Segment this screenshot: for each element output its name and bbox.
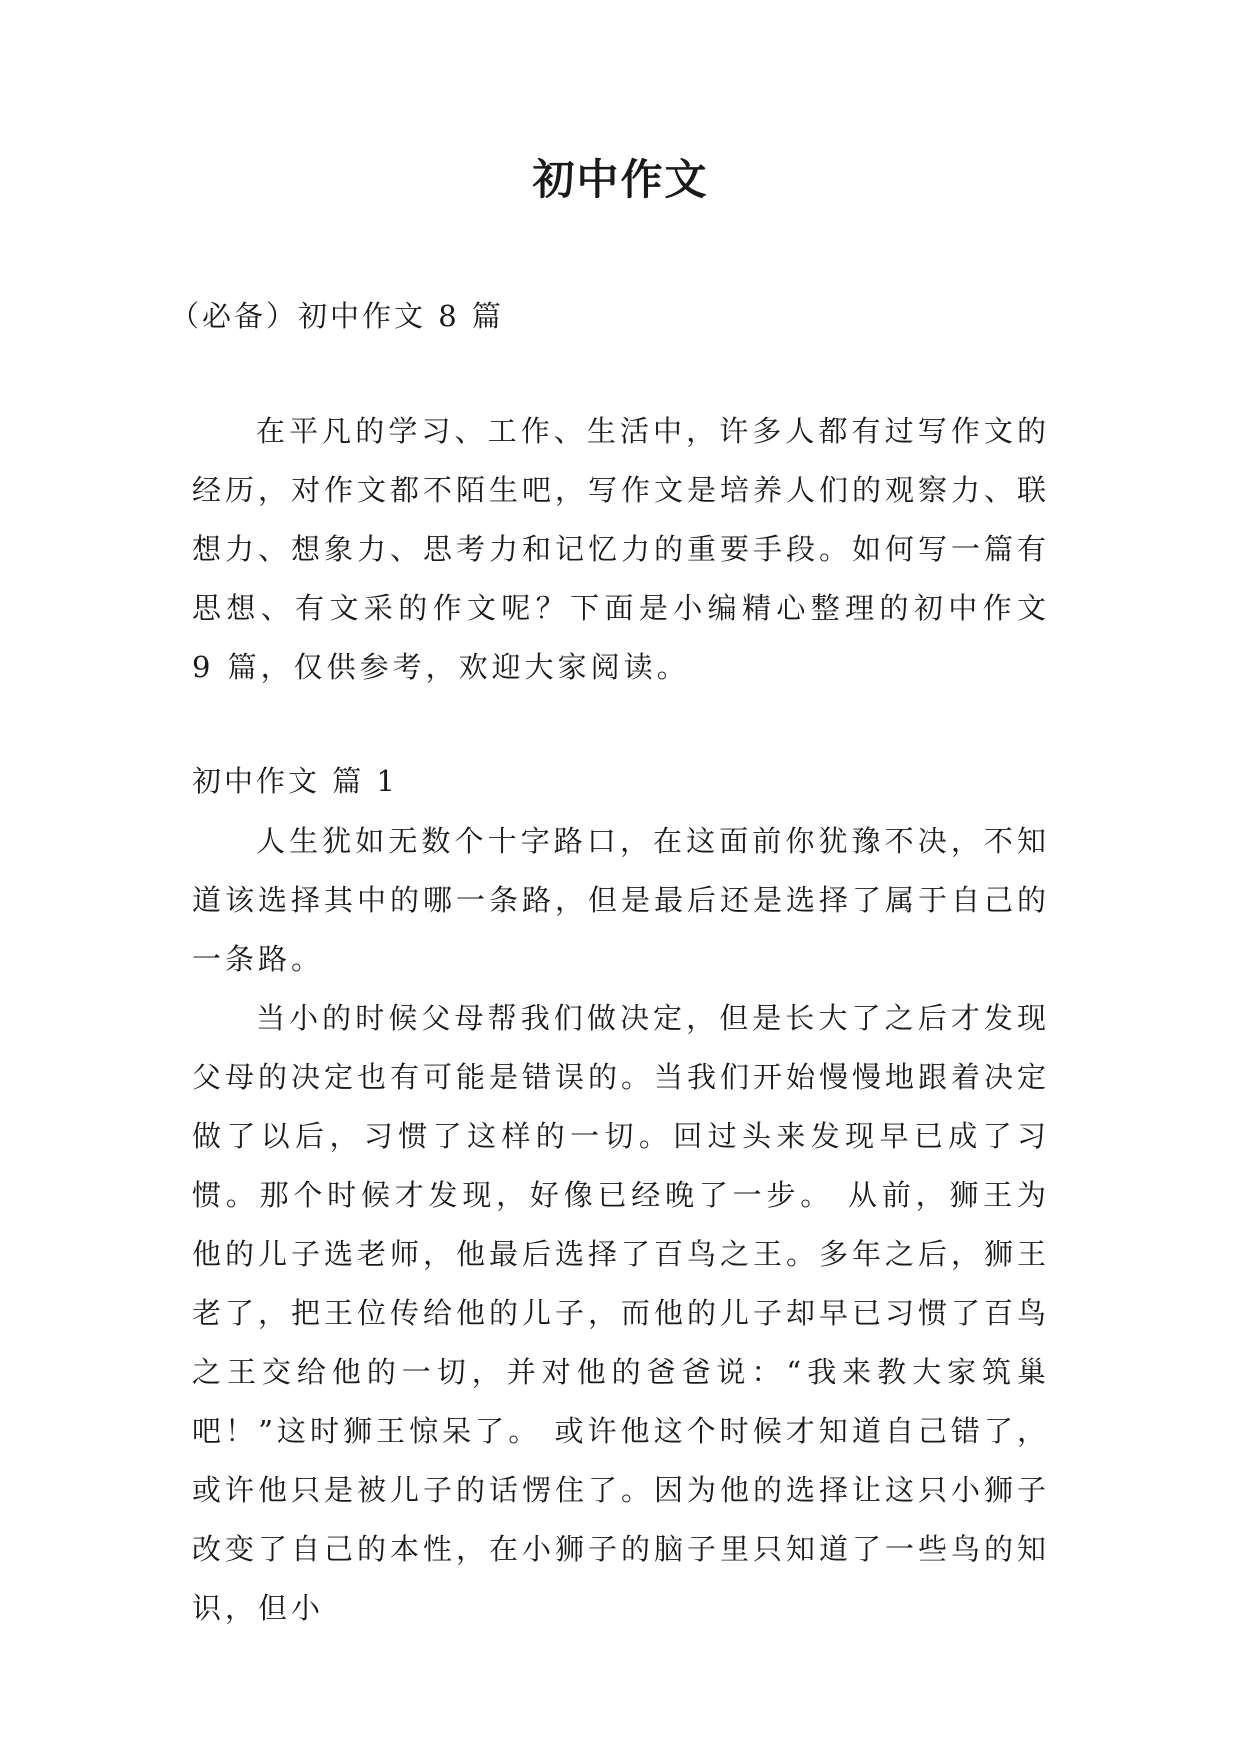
essay-paragraph-1: 人生犹如无数个十字路口，在这面前你犹豫不决，不知道该选择其中的哪一条路，但是最后还是选择了属于自己的一条路。 (192, 824, 1051, 976)
intro-paragraph: 在平凡的学习、工作、生活中，许多人都有过写作文的经历，对作文都不陌生吧，写作文是培养人们的观察力、联想力、想象力、思考力和记忆力的重要手段。如何写一篇有思想、有文采的作文呢？下面是小编精心整理的初中作文 9 篇，仅供参考，欢迎大家阅读。 (192, 414, 1051, 684)
essay-heading: 初中作文 篇 1 (192, 764, 398, 798)
intro-section (192, 402, 1050, 697)
essay-paragraph-2: 当小的时候父母帮我们做决定，但是长大了之后才发现父母的决定也有可能是错误的。当我们开始慢慢地跟着决定做了以后，习惯了这样的一切。回过头来发现早已成了习惯。那个时候才发现，好像已经晚了一步。 从前，狮王为他的儿子选老师，他最后选择了百鸟之王。多年之后，狮王老了，把王位传给他的儿子，而他的儿子却早已习惯了百鸟之王交给他的一切，并对他的爸爸说：“我来教大家筑巢吧！”这时狮王惊呆了。 或许他这个时候才知道自己错了，或许他只是被儿子的话愣住了。因为他的选择让这只小狮子改变了自己的本性，在小狮子的脑子里只知道了一些鸟的知识，但小 (192, 1001, 1051, 1625)
essay-body (192, 812, 1050, 1638)
page-title: 初中作文 (532, 155, 709, 204)
document-subtitle: （必备）初中作文 8 篇 (170, 299, 504, 333)
